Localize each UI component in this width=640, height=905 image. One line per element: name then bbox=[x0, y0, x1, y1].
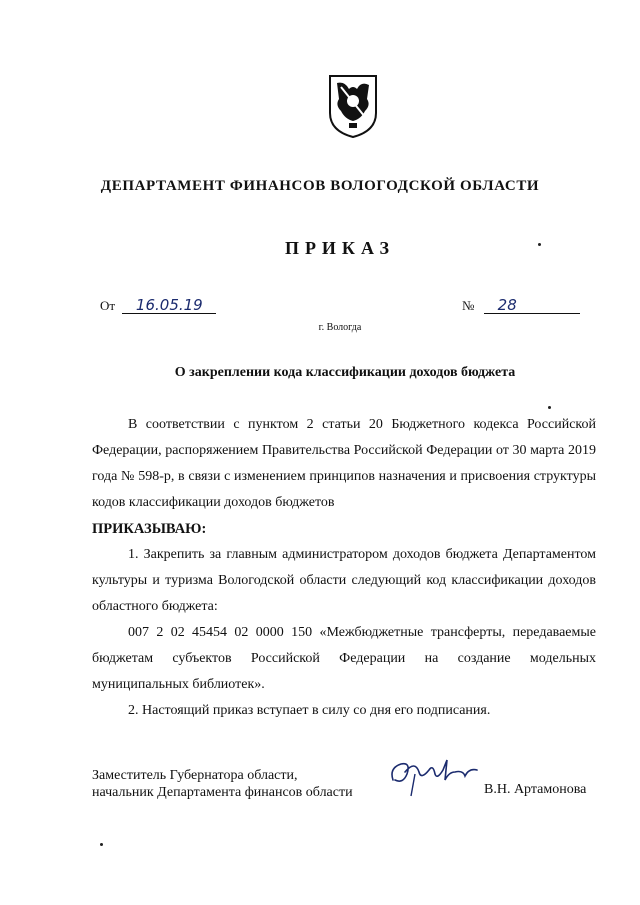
coat-of-arms-emblem bbox=[327, 73, 379, 139]
date-value: 16.05.19 bbox=[122, 297, 216, 314]
date-row bbox=[100, 297, 216, 314]
department-title: ДЕПАРТАМЕНТ ФИНАНСОВ ВОЛОГОДСКОЙ ОБЛАСТИ bbox=[100, 178, 540, 194]
handwritten-signature bbox=[385, 750, 485, 798]
date-label: От bbox=[100, 298, 116, 313]
number-row bbox=[462, 297, 580, 314]
scan-speck bbox=[538, 243, 541, 246]
scan-speck bbox=[548, 406, 551, 409]
signer-name: В.Н. Артамонова bbox=[484, 782, 587, 797]
subject-title: О закреплении кода классификации доходов бюджета bbox=[174, 365, 516, 380]
document-body bbox=[92, 412, 596, 724]
signer-position-line1: Заместитель Губернатора области, bbox=[92, 768, 298, 783]
item-1: 1. Закрепить за главным администратором доходов бюджета Департаментом культуры и туризма Вологодской области следующий код классификации доходов областного бюджета: bbox=[92, 547, 596, 614]
signer-position bbox=[92, 767, 353, 801]
intro-paragraph: В соответствии с пунктом 2 статьи 20 Бюджетного кодекса Российской Федерации, распоряжением Правительства Российской Федерации от 30 марта 2019 года № 598-р, в связи с изменением принципов назначения и присвоения структуры кодов классификации доходов бюджетов bbox=[92, 417, 596, 510]
order-word: ПРИКАЗЫВАЮ: bbox=[92, 521, 207, 537]
number-value: 28 bbox=[484, 297, 580, 314]
signer-position-line2: начальник Департамента финансов области bbox=[92, 785, 353, 800]
city-label: г. Вологда bbox=[318, 322, 362, 333]
number-label: № bbox=[462, 298, 475, 313]
item-1-code: 007 2 02 45454 02 0000 150 «Межбюджетные трансферты, передаваемые бюджетам субъектов Российской Федерации на создание модельных муниципальных библиотек». bbox=[92, 625, 596, 692]
document-type-title: ПРИКАЗ bbox=[284, 238, 396, 258]
scan-speck bbox=[100, 843, 103, 846]
item-2: 2. Настоящий приказ вступает в силу со дня его подписания. bbox=[128, 703, 491, 718]
